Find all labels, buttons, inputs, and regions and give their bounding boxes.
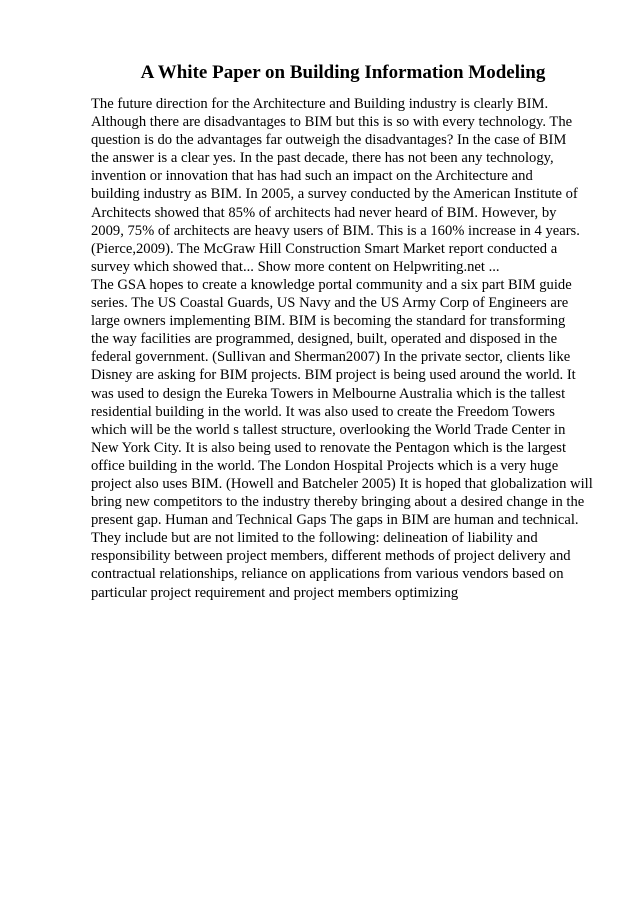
- document-body: [91, 95, 601, 602]
- body-line: Disney are asking for BIM projects. BIM project is being used around the world. It: [91, 367, 576, 384]
- body-line: the answer is a clear yes. In the past decade, there has not been any technology,: [91, 150, 554, 167]
- body-line: project also uses BIM. (Howell and Batcheler 2005) It is hoped that globalization will: [91, 475, 593, 492]
- body-line: Although there are disadvantages to BIM but this is so with every technology. The: [91, 114, 573, 131]
- body-line: federal government. (Sullivan and Sherman2007) In the private sector, clients like: [91, 349, 571, 366]
- body-line: The future direction for the Architecture and Building industry is clearly BIM.: [91, 96, 549, 112]
- body-line: responsibility between project members, different methods of project delivery and: [91, 548, 571, 565]
- body-line: The GSA hopes to create a knowledge portal community and a six part BIM guide: [91, 276, 572, 293]
- body-line: invention or innovation that has had such an impact on the Architecture and: [91, 168, 533, 185]
- body-line: Architects showed that 85% of architects had never heard of BIM. However, by: [91, 204, 557, 221]
- body-line: 2009, 75% of architects are heavy users of BIM. This is a 160% increase in 4 years.: [91, 222, 580, 239]
- body-line: office building in the world. The London Hospital Projects which is a very huge: [91, 457, 559, 474]
- body-line: contractual relationships, reliance on applications from various vendors based on: [91, 566, 564, 583]
- body-line: New York City. It is also being used to renovate the Pentagon which is the largest: [91, 439, 567, 456]
- body-line: large owners implementing BIM. BIM is becoming the standard for transforming: [91, 313, 566, 330]
- body-line: building industry as BIM. In 2005, a survey conducted by the American Institute of: [91, 186, 578, 203]
- body-line: (Pierce,2009). The McGraw Hill Construction Smart Market report conducted a: [91, 240, 558, 257]
- body-line: particular project requirement and project members optimizing: [91, 584, 459, 601]
- body-line: residential building in the world. It was also used to create the Freedom Towers: [91, 403, 555, 420]
- body-line: bring new competitors to the industry thereby bringing about a desired change in the: [91, 494, 585, 511]
- body-line: present gap. Human and Technical Gaps The gaps in BIM are human and technical.: [91, 512, 579, 529]
- body-line: series. The US Coastal Guards, US Navy and the US Army Corp of Engineers are: [91, 295, 569, 312]
- body-line: They include but are not limited to the following: delineation of liability and: [91, 530, 538, 547]
- body-line: which will be the world s tallest structure, overlooking the World Trade Center in: [91, 421, 566, 438]
- body-line: survey which showed that... Show more content on Helpwriting.net ...: [91, 258, 500, 275]
- body-line: question is do the advantages far outweigh the disadvantages? In the case of BIM: [91, 132, 567, 149]
- body-line: was used to design the Eureka Towers in Melbourne Australia which is the tallest: [91, 385, 566, 402]
- body-line: the way facilities are programmed, designed, built, operated and disposed in the: [91, 331, 558, 348]
- document-title: A White Paper on Building Information Modeling: [140, 62, 546, 83]
